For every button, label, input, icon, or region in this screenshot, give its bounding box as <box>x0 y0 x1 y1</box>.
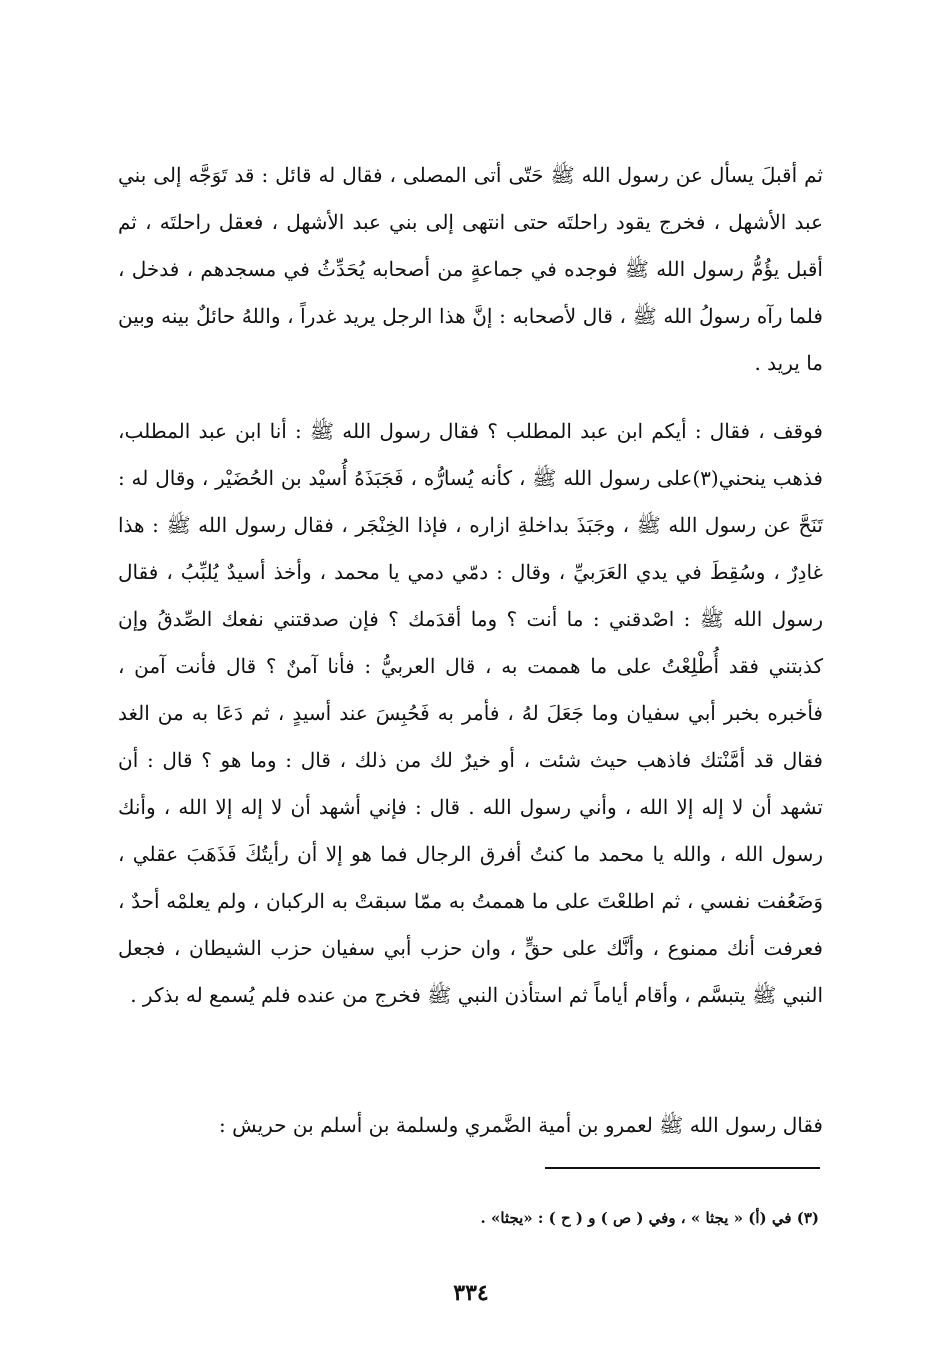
paragraph-2: فوقف ، فقال : أيكم ابن عبد المطلب ؟ فقال رسول الله ﷺ : أنا ابن عبد المطلب، فذهب ينحني(٣)على رسول الله ﷺ ، كأنه يُسارُّه ، فَجَبَذَهُ أُسيْد بن الحُضَيْر ، وقال له : تَنَحَّ عن رسول الله ﷺ ، وجَبَذَ بداخلةِ ازاره ، فإذا الخِنْجَر ، فقال رسول الله ﷺ : هذا غادِرٌ ، وسُقِطَ في يدي العَرَبيِّ ، وقال : دمّي دمي يا محمد ، وأخذ أسيدٌ يُلبِّبُ ، فقال رسول الله ﷺ : اصْدقني : ما أنت ؟ وما أقدَمك ؟ فإن صدقتني نفعك الصِّدقُ وإن كذبتني فقد أُطْلِعْتُ على ما هممت به ، قال العربيُّ : فأنا آمنٌ ؟ قال فأنت آمن ، فأخبره بخبر أبي سفيان وما جَعَلَ لهُ ، فأمر به فَحُبِسَ عند أسيدٍ ، ثم دَعَا به من الغد فقال قد أمَّنْتك فاذهب حيث شئت ، أو خيرٌ لك من ذلك ، قال : وما هو ؟ قال : أن تشهد أن لا إله إلا الله ، وأني رسول الله . قال : فإني أشهد أن لا إله إلا الله ، وأنك رسول الله ، والله يا محمد ما كنتُ أفرق الرجال فما هو إلا أن رأيتُكَ فَذَهَبَ عقلي ، وَضَعُفت نفسي ، ثم اطلعْتَ على ما هممتُ به ممّا سبقتْ به الركبان ، ولم يعلمْه أحدٌ ، فعرفت أنك ممنوع ، وأنَّك على حقٍّ ، وان حزب أبي سفيان حزب الشيطان ، فجعل النبي ﷺ يتبسَّم ، وأقام أياماً ثم استأذن النبي ﷺ فخرج من عنده فلم يُسمع له بذكر . <box>118 419 823 1007</box>
page-number: ٣٣٤ <box>453 1280 489 1306</box>
footnote-separator <box>545 1167 820 1169</box>
footnote: (٣) في (أ) « يجثا » ، وفي ( ص ) و ( ح ) : «يجثا» . <box>480 1209 819 1227</box>
paragraph-3: فقال رسول الله ﷺ لعمرو بن أمية الضَّمري ولسلمة بن أسلم بن حريش : <box>219 1113 823 1137</box>
paragraph-1: ثم أقبلَ يسأل عن رسول الله ﷺ حَتّى أتى المصلى ، فقال له قائل : قد تَوَجَّه إلى بني عبد الأشهل ، فخرج يقود راحلتَه حتى انتهى إلى بني عبد الأشهل ، فعقل راحلتَه ، ثم أقبل يؤُمُّ رسول الله ﷺ فوجده في جماعةٍ من أصحابه يُحَدِّثُ في مسجدهم ، فدخل ، فلما رآه رسولُ الله ﷺ ، قال لأصحابه : إنَّ هذا الرجل يريد غدراً ، واللهُ حائلٌ بينه وبين ما يريد . <box>118 163 823 375</box>
